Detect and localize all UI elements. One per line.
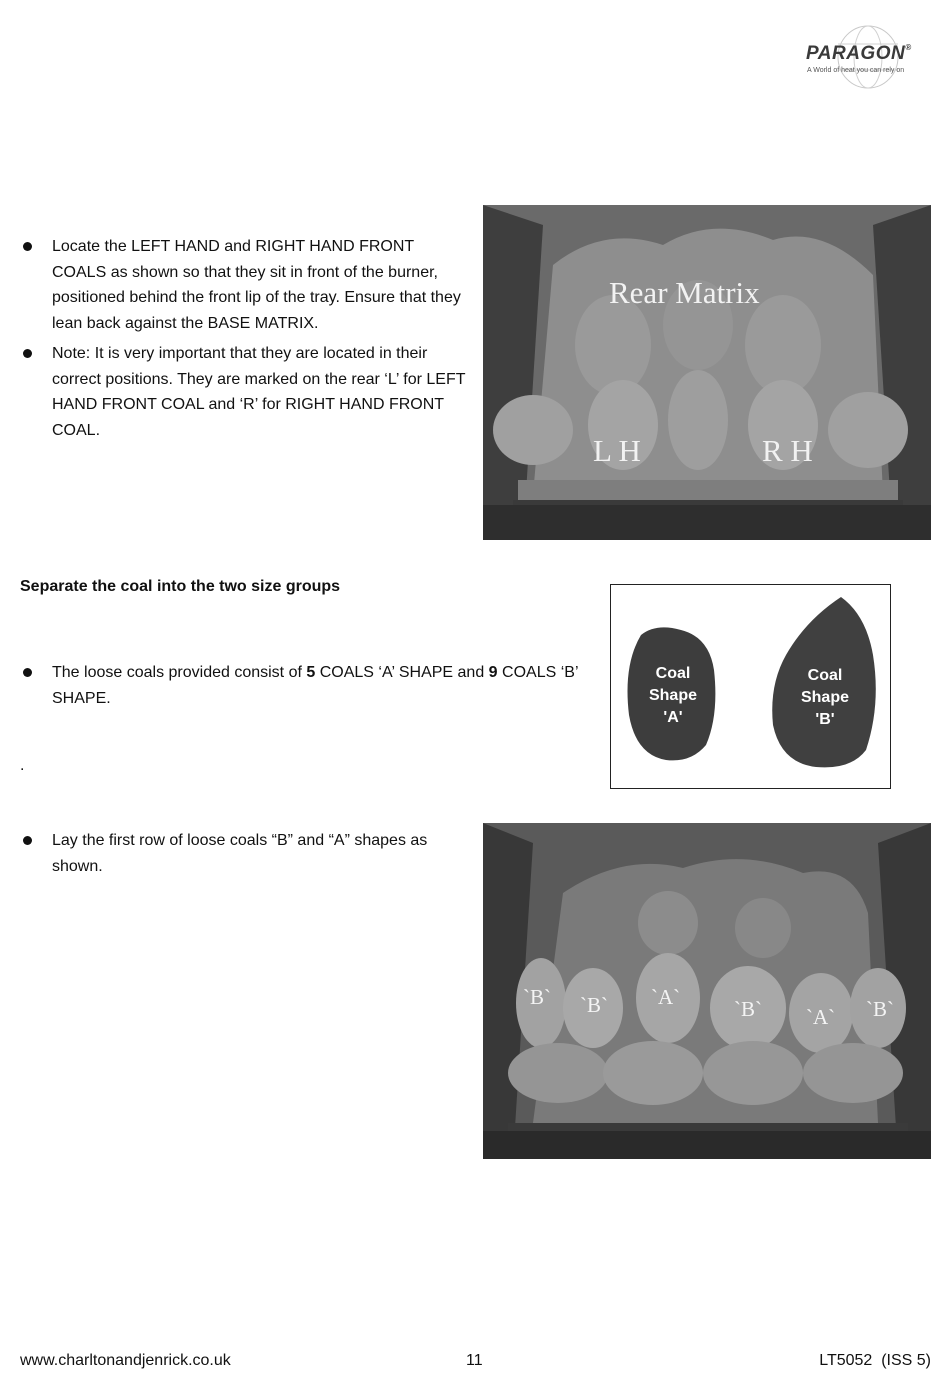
first-row-coals-photo	[483, 823, 931, 1159]
section1-text	[20, 234, 468, 448]
bullet-lay-first-row: Lay the first row of loose coals “B” and “A” shapes as shown.	[20, 828, 468, 879]
left-hand-label: L H	[593, 433, 641, 468]
stray-dot: .	[20, 757, 25, 774]
coal-shape-a-label: Coal Shape 'A'	[648, 665, 697, 726]
coal-label: `A`	[651, 985, 681, 1009]
footer-doc-ref: LT5052 (ISS 5)	[819, 1352, 931, 1369]
right-hand-label: R H	[762, 433, 813, 468]
rear-matrix-photo	[483, 205, 931, 540]
coal-label: `B`	[866, 997, 894, 1021]
coal-shape-b-label: Coal Shape 'B'	[800, 667, 849, 728]
logo-wordmark: PARAGON®	[806, 43, 912, 64]
bullet-loose-coals: The loose coals provided consist of 5 COALS ‘A’ SHAPE and 9 COALS ‘B’ SHAPE.	[20, 660, 585, 711]
coal-label: `B`	[580, 993, 608, 1017]
section3-text	[20, 828, 468, 884]
footer-website: www.charltonandjenrick.co.uk	[20, 1352, 231, 1369]
bullet-note-positions: Note: It is very important that they are located in their correct positions. They are marked on the rear ‘L’ for LEFT HAND FRONT COAL and ‘R’ for RIGHT HAND FRONT COAL.	[20, 341, 468, 443]
footer-page-number: 11	[466, 1352, 483, 1369]
coal-label: `B`	[734, 997, 762, 1021]
coal-shapes-figure	[610, 584, 891, 789]
logo-tagline: A World of heat you can rely on	[807, 67, 905, 74]
section2-heading: Separate the coal into the two size groups	[20, 578, 341, 595]
coal-label: `B`	[523, 985, 551, 1009]
count-b: 9	[488, 664, 498, 681]
count-a: 5	[306, 664, 316, 681]
section1-bullets	[20, 234, 468, 443]
coal-label: `A`	[806, 1005, 836, 1029]
section2-text	[20, 660, 585, 716]
rear-matrix-label: Rear Matrix	[609, 275, 760, 310]
bullet-locate-front-coals: Locate the LEFT HAND and RIGHT HAND FRONT COALS as shown so that they sit in front of the burner, positioned behind the front lip of the tray. Ensure that they lean back against the BASE MATRIX.	[20, 234, 468, 336]
paragon-logo	[800, 24, 932, 90]
